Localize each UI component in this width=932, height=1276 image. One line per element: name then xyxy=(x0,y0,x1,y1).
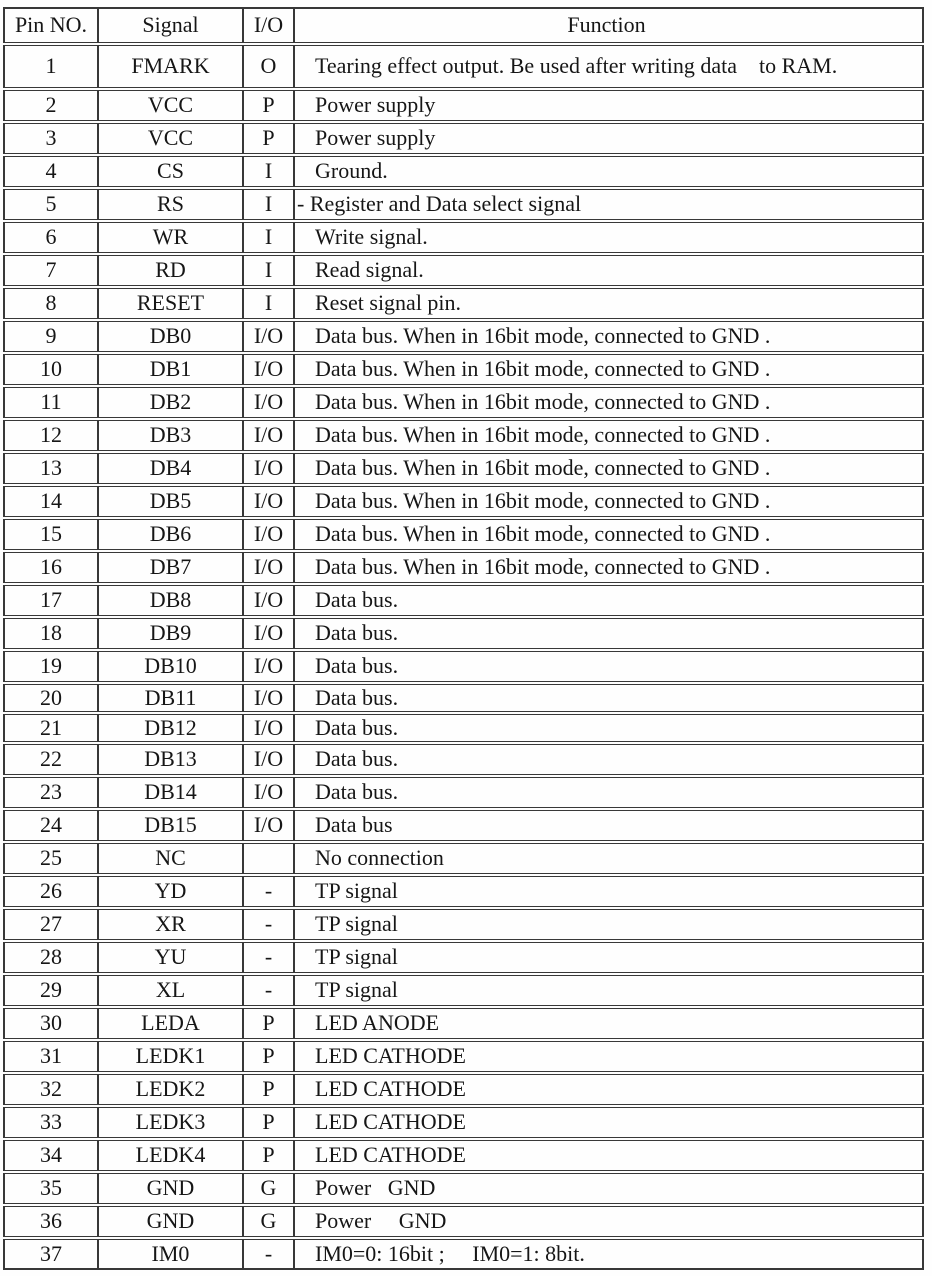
signal-name-cell: DB0 xyxy=(98,321,243,352)
function-description-cell: Reset signal pin. xyxy=(294,288,924,319)
io-type-cell: I/O xyxy=(243,651,294,682)
signal-name-cell: DB1 xyxy=(98,354,243,385)
function-description-cell: Data bus. When in 16bit mode, connected to GND . xyxy=(294,420,924,451)
signal-name-cell: DB7 xyxy=(98,552,243,583)
pin-row xyxy=(3,288,924,319)
function-description-cell: Data bus. When in 16bit mode, connected to GND . xyxy=(294,552,924,583)
pin-number-cell: 33 xyxy=(3,1107,98,1138)
pin-number-cell: 7 xyxy=(3,255,98,286)
function-description-cell: LED CATHODE xyxy=(294,1140,924,1171)
signal-name-cell: DB13 xyxy=(98,744,243,775)
pin-number-cell: 27 xyxy=(3,909,98,940)
function-description-cell: IM0=0: 16bit ; IM0=1: 8bit. xyxy=(294,1239,924,1270)
pin-number-cell: 20 xyxy=(3,684,98,712)
io-type-cell: G xyxy=(243,1206,294,1237)
function-description-cell: Write signal. xyxy=(294,222,924,253)
function-description-cell: Data bus. When in 16bit mode, connected to GND . xyxy=(294,486,924,517)
signal-name-cell: DB12 xyxy=(98,714,243,742)
io-type-cell: P xyxy=(243,1107,294,1138)
pin-number-cell: 36 xyxy=(3,1206,98,1237)
io-type-cell: P xyxy=(243,1008,294,1039)
pin-description-table xyxy=(3,5,924,1272)
pin-number-cell: 1 xyxy=(3,45,98,88)
function-description-cell: Data bus. xyxy=(294,714,924,742)
function-description-cell: LED CATHODE xyxy=(294,1041,924,1072)
pin-row xyxy=(3,123,924,154)
signal-name-cell: DB5 xyxy=(98,486,243,517)
function-description-cell: TP signal xyxy=(294,909,924,940)
io-type-cell: - xyxy=(243,909,294,940)
function-description-cell: Data bus. xyxy=(294,618,924,649)
io-type-cell: I xyxy=(243,189,294,220)
signal-name-cell: LEDK1 xyxy=(98,1041,243,1072)
function-description-cell: Power supply xyxy=(294,123,924,154)
signal-name-cell: FMARK xyxy=(98,45,243,88)
pin-number-cell: 29 xyxy=(3,975,98,1006)
pin-row xyxy=(3,843,924,874)
pin-row xyxy=(3,1206,924,1237)
pin-number-cell: 6 xyxy=(3,222,98,253)
io-type-cell: I/O xyxy=(243,420,294,451)
pin-number-cell: 11 xyxy=(3,387,98,418)
io-type-cell: I/O xyxy=(243,387,294,418)
pin-number-cell: 19 xyxy=(3,651,98,682)
io-type-cell: I xyxy=(243,255,294,286)
io-type-cell: I/O xyxy=(243,744,294,775)
function-description-cell: Data bus. When in 16bit mode, connected to GND . xyxy=(294,321,924,352)
header-row xyxy=(3,7,924,43)
pin-number-cell: 23 xyxy=(3,777,98,808)
signal-name-cell: DB2 xyxy=(98,387,243,418)
pin-row xyxy=(3,1173,924,1204)
column-header-io: I/O xyxy=(243,7,294,43)
signal-name-cell: DB11 xyxy=(98,684,243,712)
signal-name-cell: YU xyxy=(98,942,243,973)
pin-number-cell: 32 xyxy=(3,1074,98,1105)
signal-name-cell: GND xyxy=(98,1173,243,1204)
pin-row xyxy=(3,909,924,940)
pin-number-cell: 5 xyxy=(3,189,98,220)
signal-name-cell: DB14 xyxy=(98,777,243,808)
pin-number-cell: 30 xyxy=(3,1008,98,1039)
pin-row xyxy=(3,777,924,808)
signal-name-cell: LEDK3 xyxy=(98,1107,243,1138)
column-header-function: Function xyxy=(294,7,924,43)
function-description-cell: Data bus. xyxy=(294,585,924,616)
io-type-cell: I/O xyxy=(243,618,294,649)
io-type-cell: I xyxy=(243,156,294,187)
pin-number-cell: 14 xyxy=(3,486,98,517)
pin-number-cell: 28 xyxy=(3,942,98,973)
signal-name-cell: XR xyxy=(98,909,243,940)
signal-name-cell: LEDK2 xyxy=(98,1074,243,1105)
signal-name-cell: RD xyxy=(98,255,243,286)
signal-name-cell: DB3 xyxy=(98,420,243,451)
signal-name-cell: RS xyxy=(98,189,243,220)
function-description-cell: Power supply xyxy=(294,90,924,121)
pin-number-cell: 17 xyxy=(3,585,98,616)
io-type-cell: - xyxy=(243,1239,294,1270)
signal-name-cell: VCC xyxy=(98,90,243,121)
pin-row xyxy=(3,810,924,841)
io-type-cell: G xyxy=(243,1173,294,1204)
signal-name-cell: IM0 xyxy=(98,1239,243,1270)
io-type-cell: I/O xyxy=(243,354,294,385)
function-description-cell: TP signal xyxy=(294,975,924,1006)
function-description-cell: Data bus xyxy=(294,810,924,841)
function-description-cell: LED CATHODE xyxy=(294,1074,924,1105)
pin-row xyxy=(3,420,924,451)
pin-number-cell: 3 xyxy=(3,123,98,154)
signal-name-cell: DB6 xyxy=(98,519,243,550)
column-header-pin-no: Pin NO. xyxy=(3,7,98,43)
pin-row xyxy=(3,453,924,484)
io-type-cell: P xyxy=(243,1041,294,1072)
function-description-cell: LED CATHODE xyxy=(294,1107,924,1138)
pin-number-cell: 12 xyxy=(3,420,98,451)
function-description-cell: Data bus. When in 16bit mode, connected to GND . xyxy=(294,519,924,550)
pin-number-cell: 24 xyxy=(3,810,98,841)
pin-number-cell: 15 xyxy=(3,519,98,550)
io-type-cell: I xyxy=(243,222,294,253)
pin-row xyxy=(3,90,924,121)
io-type-cell: I/O xyxy=(243,777,294,808)
signal-name-cell: GND xyxy=(98,1206,243,1237)
pin-row xyxy=(3,684,924,712)
pin-row xyxy=(3,1140,924,1171)
io-type-cell: I/O xyxy=(243,453,294,484)
function-description-cell: Data bus. When in 16bit mode, connected to GND . xyxy=(294,387,924,418)
pin-number-cell: 13 xyxy=(3,453,98,484)
pin-number-cell: 18 xyxy=(3,618,98,649)
pin-number-cell: 31 xyxy=(3,1041,98,1072)
pin-row xyxy=(3,519,924,550)
pin-row xyxy=(3,1239,924,1270)
pin-number-cell: 37 xyxy=(3,1239,98,1270)
column-header-signal: Signal xyxy=(98,7,243,43)
signal-name-cell: DB4 xyxy=(98,453,243,484)
io-type-cell: I/O xyxy=(243,714,294,742)
signal-name-cell: DB9 xyxy=(98,618,243,649)
function-description-cell: Data bus. xyxy=(294,744,924,775)
function-description-cell: Power GND xyxy=(294,1206,924,1237)
pin-number-cell: 8 xyxy=(3,288,98,319)
signal-name-cell: LEDA xyxy=(98,1008,243,1039)
io-type-cell: I/O xyxy=(243,321,294,352)
pin-number-cell: 26 xyxy=(3,876,98,907)
pin-row xyxy=(3,189,924,220)
pin-row xyxy=(3,585,924,616)
io-type-cell: I/O xyxy=(243,585,294,616)
io-type-cell: P xyxy=(243,90,294,121)
pin-row xyxy=(3,744,924,775)
function-description-cell: TP signal xyxy=(294,942,924,973)
signal-name-cell: DB8 xyxy=(98,585,243,616)
io-type-cell: P xyxy=(243,1140,294,1171)
pin-number-cell: 4 xyxy=(3,156,98,187)
pin-row xyxy=(3,1008,924,1039)
signal-name-cell: DB10 xyxy=(98,651,243,682)
pin-row xyxy=(3,876,924,907)
signal-name-cell: XL xyxy=(98,975,243,1006)
io-type-cell: I xyxy=(243,288,294,319)
function-description-cell: LED ANODE xyxy=(294,1008,924,1039)
io-type-cell xyxy=(243,843,294,874)
signal-name-cell: WR xyxy=(98,222,243,253)
pin-row xyxy=(3,156,924,187)
pin-row xyxy=(3,975,924,1006)
function-description-cell: Data bus. When in 16bit mode, connected to GND . xyxy=(294,453,924,484)
pin-row xyxy=(3,942,924,973)
pin-row xyxy=(3,387,924,418)
pin-number-cell: 2 xyxy=(3,90,98,121)
io-type-cell: I/O xyxy=(243,684,294,712)
pin-row xyxy=(3,1041,924,1072)
pin-number-cell: 25 xyxy=(3,843,98,874)
function-description-cell: Data bus. xyxy=(294,684,924,712)
pin-number-cell: 10 xyxy=(3,354,98,385)
function-description-cell: Ground. xyxy=(294,156,924,187)
pin-number-cell: 22 xyxy=(3,744,98,775)
pin-row xyxy=(3,714,924,742)
signal-name-cell: LEDK4 xyxy=(98,1140,243,1171)
signal-name-cell: DB15 xyxy=(98,810,243,841)
io-type-cell: I/O xyxy=(243,810,294,841)
io-type-cell: I/O xyxy=(243,552,294,583)
pin-row xyxy=(3,1107,924,1138)
function-description-cell: No connection xyxy=(294,843,924,874)
signal-name-cell: CS xyxy=(98,156,243,187)
pin-row xyxy=(3,321,924,352)
function-description-cell: Tearing effect output. Be used after writing data to RAM. xyxy=(294,45,924,88)
pin-row xyxy=(3,618,924,649)
pin-number-cell: 21 xyxy=(3,714,98,742)
io-type-cell: - xyxy=(243,942,294,973)
io-type-cell: P xyxy=(243,123,294,154)
signal-name-cell: YD xyxy=(98,876,243,907)
pin-row xyxy=(3,552,924,583)
io-type-cell: - xyxy=(243,876,294,907)
io-type-cell: P xyxy=(243,1074,294,1105)
pin-number-cell: 16 xyxy=(3,552,98,583)
pin-row xyxy=(3,354,924,385)
function-description-cell: Data bus. xyxy=(294,777,924,808)
pin-row xyxy=(3,45,924,88)
io-type-cell: I/O xyxy=(243,486,294,517)
pin-row xyxy=(3,486,924,517)
pin-row xyxy=(3,255,924,286)
signal-name-cell: VCC xyxy=(98,123,243,154)
pin-number-cell: 35 xyxy=(3,1173,98,1204)
function-description-cell: Data bus. When in 16bit mode, connected to GND . xyxy=(294,354,924,385)
io-type-cell: I/O xyxy=(243,519,294,550)
signal-name-cell: NC xyxy=(98,843,243,874)
pin-row xyxy=(3,1074,924,1105)
io-type-cell: - xyxy=(243,975,294,1006)
pin-row xyxy=(3,651,924,682)
io-type-cell: O xyxy=(243,45,294,88)
pin-number-cell: 34 xyxy=(3,1140,98,1171)
function-description-cell: - Register and Data select signal xyxy=(294,189,924,220)
pin-row xyxy=(3,222,924,253)
function-description-cell: TP signal xyxy=(294,876,924,907)
function-description-cell: Read signal. xyxy=(294,255,924,286)
signal-name-cell: RESET xyxy=(98,288,243,319)
pin-number-cell: 9 xyxy=(3,321,98,352)
function-description-cell: Data bus. xyxy=(294,651,924,682)
function-description-cell: Power GND xyxy=(294,1173,924,1204)
